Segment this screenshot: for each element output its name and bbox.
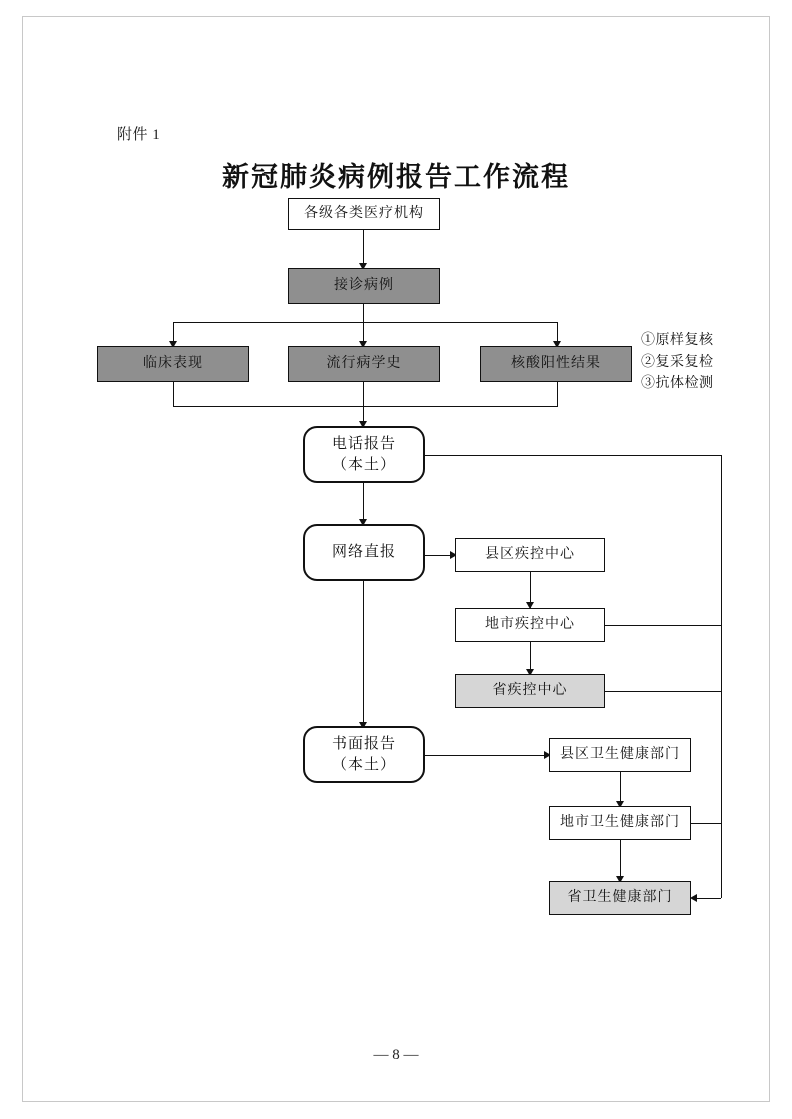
node-label: 省疾控中心 <box>492 682 568 698</box>
edge-city-health-right <box>691 823 721 824</box>
node-nucleic-positive[interactable] <box>480 346 632 382</box>
notes-list <box>641 330 714 395</box>
edge-net-to-written <box>363 581 364 726</box>
edge-institutions-receive <box>363 230 364 265</box>
edge-merge-bus <box>173 406 558 407</box>
edge-rail-to-province-health <box>693 898 721 899</box>
edge-epi-down <box>363 382 364 406</box>
node-label: 地市卫生健康部门 <box>560 814 680 830</box>
note-item: ②复采复检 <box>641 354 714 370</box>
page-number: — 8 — <box>373 1047 419 1063</box>
edge-written-to-county-health <box>425 755 547 756</box>
node-label-line1: 书面报告 <box>331 736 396 753</box>
edge-net-to-county-cdc <box>425 555 453 556</box>
attachment-label: 附件 1 <box>117 127 161 143</box>
edge-receive-bus <box>173 322 558 323</box>
edge-city-cdc-right <box>605 625 721 626</box>
node-label: 各级各类医疗机构 <box>304 205 424 221</box>
node-label-line2: （本土） <box>331 756 396 773</box>
edge-clinical-down <box>173 382 174 406</box>
node-label: 省卫生健康部门 <box>567 889 673 905</box>
edge-province-cdc-right <box>605 691 721 692</box>
node-written-report[interactable] <box>303 726 425 783</box>
node-phone-report[interactable] <box>303 426 425 483</box>
edge-nucleic-down <box>557 382 558 406</box>
node-net-report[interactable] <box>303 524 425 581</box>
page-title: 新冠肺炎病例报告工作流程 <box>222 162 570 192</box>
node-receive-case[interactable] <box>288 268 440 304</box>
node-institutions[interactable] <box>288 198 440 230</box>
node-city-health[interactable] <box>549 806 691 840</box>
note-item: ③抗体检测 <box>641 376 714 392</box>
node-label: 网络直报 <box>331 544 396 561</box>
node-clinical[interactable] <box>97 346 249 382</box>
edge-city-to-province-health <box>620 840 621 881</box>
node-county-health[interactable] <box>549 738 691 772</box>
edge-receive-bus-stem <box>363 304 364 322</box>
node-label: 县区疾控中心 <box>485 546 575 562</box>
node-label-line1: 电话报告 <box>331 436 396 453</box>
node-province-health[interactable] <box>549 881 691 915</box>
edge-phone-to-net <box>363 483 364 523</box>
note-item: ①原样复核 <box>641 333 714 348</box>
edge-right-rail <box>721 455 722 898</box>
edge-phone-right <box>425 455 721 456</box>
node-label: 接诊病例 <box>334 277 394 293</box>
node-label-line2: （本土） <box>331 456 396 473</box>
node-epidemiology[interactable] <box>288 346 440 382</box>
node-label: 县区卫生健康部门 <box>560 746 680 762</box>
node-label: 地市疾控中心 <box>485 616 575 632</box>
arrowhead-left <box>690 894 697 902</box>
node-province-cdc[interactable] <box>455 674 605 708</box>
node-county-cdc[interactable] <box>455 538 605 572</box>
node-label: 临床表现 <box>143 355 203 371</box>
node-label: 核酸阳性结果 <box>511 355 601 371</box>
node-city-cdc[interactable] <box>455 608 605 642</box>
node-label: 流行病学史 <box>326 355 402 371</box>
